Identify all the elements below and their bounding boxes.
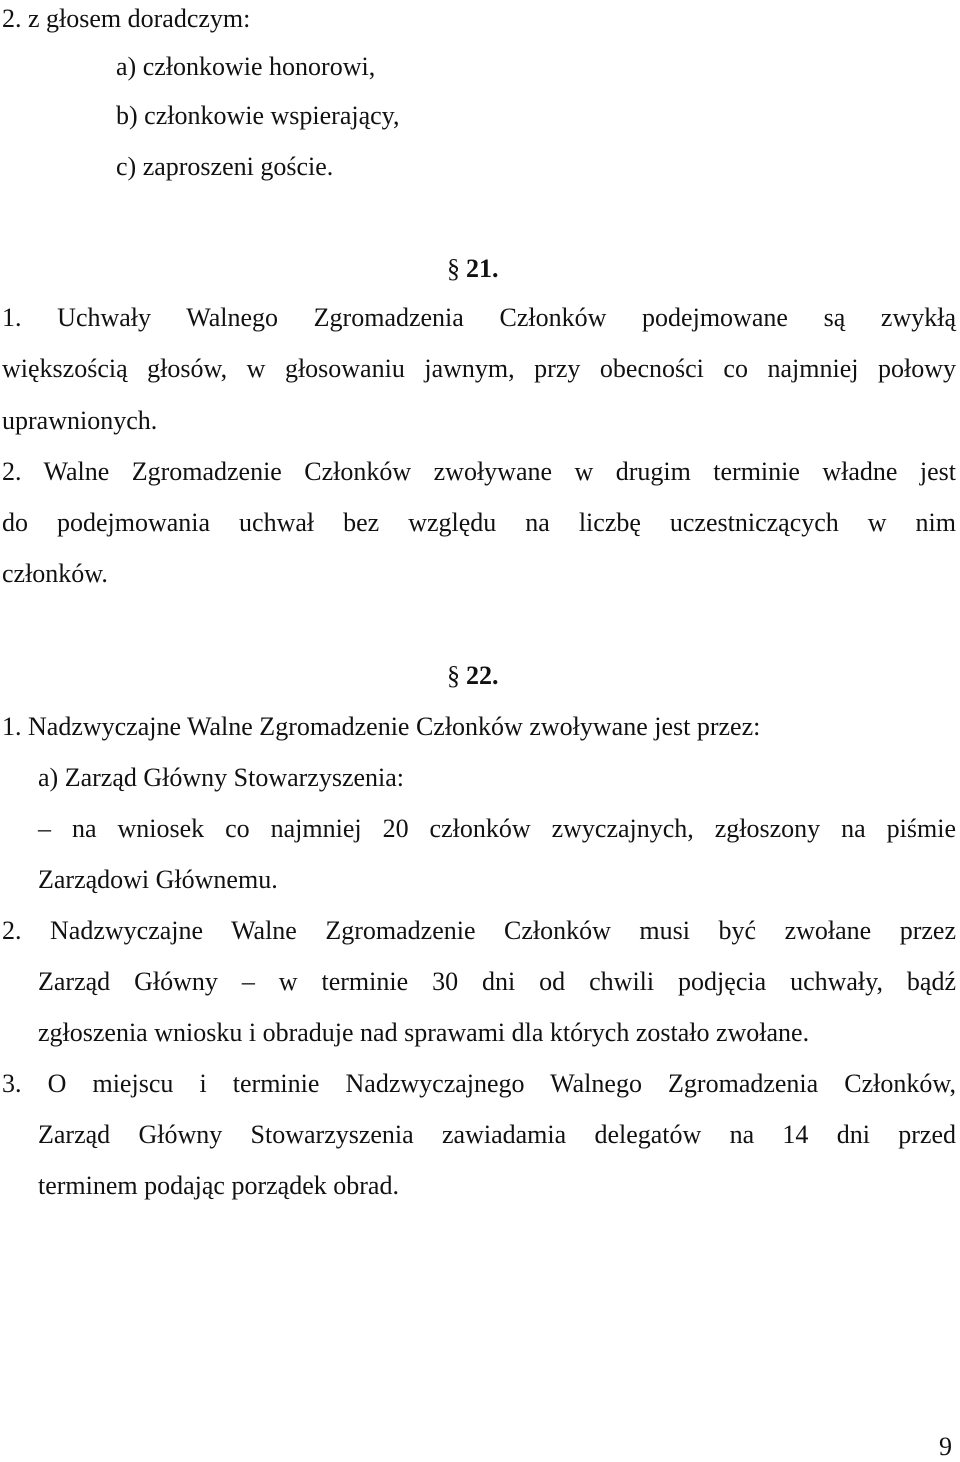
s22-p2-line1: 2. Nadzwyczajne Walne Zgromadzenie Członków musi być zwołane przez	[2, 916, 956, 945]
s21-p1-line1: 1. Uchwały Walnego Zgromadzenia Członków podejmowane są zwykłą	[2, 303, 956, 332]
s21-p1-line3: uprawnionych.	[2, 406, 158, 435]
section-mark: §	[447, 254, 460, 283]
s21-p2-line1: 2. Walne Zgromadzenie Członków zwoływane w drugim terminie władne jest	[2, 457, 956, 486]
page-number: 9	[939, 1432, 952, 1461]
section-22-heading	[447, 661, 499, 691]
s22-p3-line2: Zarząd Główny Stowarzyszenia zawiadamia delegatów na 14 dni przed	[38, 1120, 956, 1149]
section-number: 21.	[466, 254, 499, 283]
s22-p2-line2: Zarząd Główny – w terminie 30 dni od chwili podjęcia uchwały, bądź	[38, 967, 956, 996]
s21-p1-line2: większością głosów, w głosowaniu jawnym, przy obecności co najmniej połowy	[2, 354, 956, 383]
s22-p2-line3: zgłoszenia wniosku i obraduje nad sprawami dla których zostało zwołane.	[38, 1018, 810, 1047]
s20-item-a: a) członkowie honorowi,	[116, 52, 376, 81]
s20-item-c: c) zaproszeni goście.	[116, 152, 334, 181]
s22-dash-line1: – na wniosek co najmniej 20 członków zwyczajnych, zgłoszony na piśmie	[38, 814, 956, 843]
s20-item-b: b) członkowie wspierający,	[116, 101, 400, 130]
s21-p2-line2: do podejmowania uchwał bez względu na liczbę uczestniczących w nim	[2, 508, 956, 537]
section-number: 22.	[466, 661, 499, 690]
s21-p2-line3: członków.	[2, 559, 108, 588]
section-mark: §	[447, 661, 460, 690]
s22-p3-line3: terminem podając porządek obrad.	[38, 1171, 399, 1200]
s22-p1: 1. Nadzwyczajne Walne Zgromadzenie Członków zwoływane jest przez:	[2, 712, 761, 741]
section-21-heading	[447, 254, 499, 284]
s22-p3-line1: 3. O miejscu i terminie Nadzwyczajnego Walnego Zgromadzenia Członków,	[2, 1069, 956, 1098]
s22-dash-line2: Zarządowi Głównemu.	[38, 865, 278, 894]
s22-item-a: a) Zarząd Główny Stowarzyszenia:	[38, 763, 405, 792]
s20-item-2: 2. z głosem doradczym:	[2, 4, 251, 33]
